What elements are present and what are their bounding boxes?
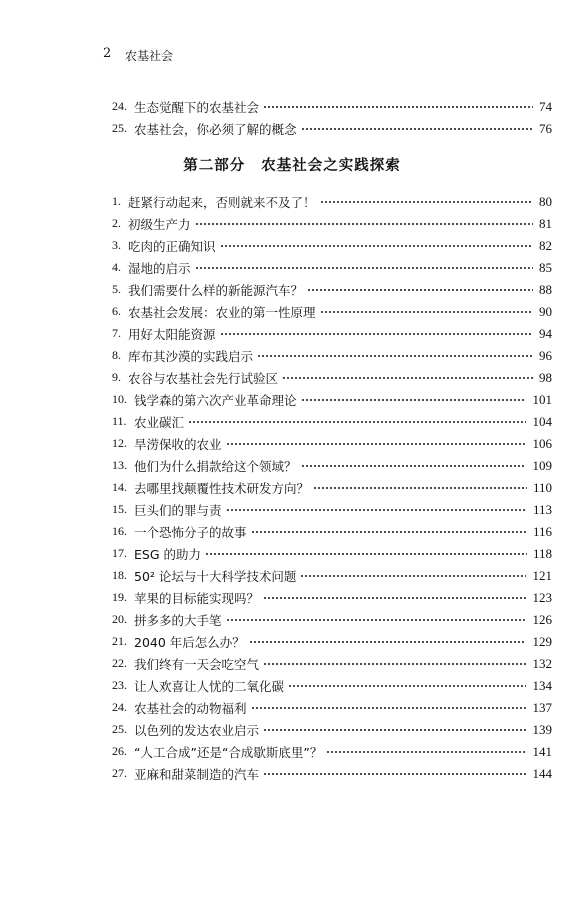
entry-number: 15. <box>112 502 127 516</box>
dot-leader <box>226 509 527 511</box>
entry-page-number: 76 <box>539 121 552 136</box>
entry-number: 22. <box>112 656 127 670</box>
entry-title: 苹果的目标能实现吗？ <box>134 591 260 606</box>
entry-page-number: 121 <box>532 568 552 583</box>
toc-section-part-one-tail <box>112 96 552 140</box>
toc-entry[interactable] <box>112 213 552 235</box>
entry-page-number: 129 <box>532 634 552 649</box>
entry-number: 25. <box>112 722 127 736</box>
toc-entry[interactable] <box>112 697 552 719</box>
part-title: 农基社会之实践探索 <box>261 158 401 174</box>
entry-number: 24. <box>112 99 127 113</box>
part-heading <box>0 154 584 175</box>
toc-entry[interactable] <box>112 455 552 477</box>
dot-leader <box>263 729 526 731</box>
toc-entry[interactable] <box>112 257 552 279</box>
entry-number: 25. <box>112 121 127 135</box>
dot-leader <box>301 399 526 401</box>
dot-leader <box>257 355 533 357</box>
entry-page-number: 123 <box>532 590 552 605</box>
entry-number: 17. <box>112 546 127 560</box>
entry-title: 拼多多的大手笔 <box>134 613 222 628</box>
entry-title: 钱学森的第六次产业革命理论 <box>134 393 297 408</box>
entry-title: 吃肉的正确知识 <box>128 239 216 254</box>
entry-number: 14. <box>112 480 127 494</box>
entry-number: 18. <box>112 568 127 582</box>
entry-title: 让人欢喜让人忧的二氧化碳 <box>134 679 285 694</box>
entry-number: 24. <box>112 700 127 714</box>
entry-page-number: 90 <box>539 304 552 319</box>
dot-leader <box>205 553 527 555</box>
part-label: 第二部分 <box>183 158 246 174</box>
entry-title: 农基社会，你必须了解的概念 <box>134 122 297 137</box>
entry-title: 农谷与农基社会先行试验区 <box>128 371 279 386</box>
entry-title: 农基社会发展：农业的第一性原理 <box>128 305 316 320</box>
toc-entry[interactable] <box>112 741 552 763</box>
entry-page-number: 106 <box>532 436 552 451</box>
entry-page-number: 116 <box>532 524 552 539</box>
toc-entry[interactable] <box>112 433 552 455</box>
entry-page-number: 81 <box>539 216 552 231</box>
entry-number: 11. <box>112 414 127 428</box>
toc-entry[interactable] <box>112 521 552 543</box>
toc-entry[interactable] <box>112 477 552 499</box>
toc-entry[interactable] <box>112 587 552 609</box>
toc-entry[interactable] <box>112 675 552 697</box>
entry-page-number: 137 <box>532 700 552 715</box>
dot-leader <box>263 773 526 775</box>
entry-page-number: 101 <box>532 392 552 407</box>
entry-page-number: 113 <box>532 502 552 517</box>
entry-number: 26. <box>112 744 127 758</box>
entry-number: 7. <box>112 326 121 340</box>
dot-leader <box>226 443 526 445</box>
entry-title: 用好太阳能资源 <box>128 327 216 342</box>
entry-number: 23. <box>112 678 127 692</box>
toc-entry[interactable] <box>112 345 552 367</box>
entry-title: 巨头们的罪与责 <box>134 503 222 518</box>
entry-number: 10. <box>112 392 127 406</box>
entry-page-number: 109 <box>532 458 552 473</box>
toc-entry[interactable] <box>112 323 552 345</box>
entry-page-number: 85 <box>539 260 552 275</box>
toc-entry[interactable] <box>112 763 552 785</box>
entry-number: 8. <box>112 348 121 362</box>
dot-leader <box>320 311 533 313</box>
entry-number: 21. <box>112 634 127 648</box>
entry-page-number: 104 <box>532 414 552 429</box>
dot-leader <box>320 201 533 203</box>
dot-leader <box>288 685 526 687</box>
dot-leader <box>195 267 533 269</box>
entry-title: 一个恐怖分子的故事 <box>134 525 247 540</box>
dot-leader <box>282 377 533 379</box>
dot-leader <box>301 465 526 467</box>
entry-title: ESG 的助力 <box>134 547 201 562</box>
toc-section-part-two <box>112 191 552 785</box>
toc-entry[interactable] <box>112 389 552 411</box>
toc-entry[interactable] <box>112 565 552 587</box>
toc-entry[interactable] <box>112 631 552 653</box>
entry-page-number: 88 <box>539 282 552 297</box>
dot-leader <box>220 245 533 247</box>
toc-entry[interactable] <box>112 96 552 118</box>
entry-title: 我们终有一天会吃空气 <box>134 657 260 672</box>
running-header <box>0 46 584 66</box>
toc-entry[interactable] <box>112 653 552 675</box>
book-title: 农基社会 <box>125 49 174 63</box>
dot-leader <box>188 421 526 423</box>
entry-page-number: 96 <box>539 348 552 363</box>
entry-title: 以色列的发达农业启示 <box>134 723 260 738</box>
entry-title: 农基社会的动物福利 <box>134 701 247 716</box>
entry-number: 6. <box>112 304 121 318</box>
dot-leader <box>195 223 533 225</box>
dot-leader <box>263 597 526 599</box>
entry-page-number: 126 <box>532 612 552 627</box>
dot-leader <box>313 487 527 489</box>
toc-entry[interactable] <box>112 499 552 521</box>
entry-number: 4. <box>112 260 121 274</box>
toc-entry[interactable] <box>112 301 552 323</box>
entry-page-number: 82 <box>539 238 552 253</box>
entry-page-number: 134 <box>532 678 552 693</box>
entry-title: 湿地的启示 <box>128 261 191 276</box>
entry-number: 19. <box>112 590 127 604</box>
entry-number: 1. <box>112 194 121 208</box>
entry-page-number: 144 <box>532 766 552 781</box>
entry-title: 他们为什么捐款给这个领域？ <box>134 459 297 474</box>
dot-leader <box>249 641 526 643</box>
toc-entry[interactable] <box>112 367 552 389</box>
toc-entry[interactable] <box>112 191 552 213</box>
toc-entry[interactable] <box>112 118 552 140</box>
dot-leader <box>251 531 527 533</box>
entry-page-number: 80 <box>539 194 552 209</box>
entry-title: 2040 年后怎么办？ <box>134 635 245 650</box>
dot-leader <box>301 128 533 130</box>
entry-number: 3. <box>112 238 121 252</box>
entry-title: 去哪里找颠覆性技术研发方向？ <box>134 481 310 496</box>
page-number: 2 <box>103 46 112 61</box>
dot-leader <box>263 106 533 108</box>
entry-page-number: 141 <box>532 744 552 759</box>
toc-entry[interactable] <box>112 609 552 631</box>
entry-title: “人工合成”还是“合成歇斯底里”？ <box>134 745 323 760</box>
entry-title: 50² 论坛与十大科学技术问题 <box>134 569 297 584</box>
entry-number: 16. <box>112 524 127 538</box>
entry-page-number: 94 <box>539 326 552 341</box>
toc-entry[interactable] <box>112 719 552 741</box>
entry-number: 9. <box>112 370 121 384</box>
dot-leader <box>251 707 526 709</box>
dot-leader <box>226 619 526 621</box>
entry-page-number: 118 <box>532 546 552 561</box>
entry-title: 农业碳汇 <box>134 415 185 430</box>
dot-leader <box>300 575 526 577</box>
toc-entry[interactable] <box>112 411 552 433</box>
entry-title: 旱涝保收的农业 <box>134 437 222 452</box>
dot-leader <box>263 663 526 665</box>
entry-number: 12. <box>112 436 127 450</box>
entry-number: 2. <box>112 216 121 230</box>
entry-number: 5. <box>112 282 121 296</box>
entry-page-number: 74 <box>539 99 552 114</box>
entry-page-number: 110 <box>532 480 552 495</box>
dot-leader <box>220 333 533 335</box>
toc-entry[interactable] <box>112 235 552 257</box>
entry-page-number: 132 <box>532 656 552 671</box>
entry-page-number: 139 <box>532 722 552 737</box>
entry-title: 生态觉醒下的农基社会 <box>134 100 260 115</box>
dot-leader <box>326 751 526 753</box>
entry-title: 库布其沙漠的实践启示 <box>128 349 254 364</box>
entry-title: 我们需要什么样的新能源汽车？ <box>128 283 304 298</box>
toc-entry[interactable] <box>112 543 552 565</box>
entry-title: 初级生产力 <box>128 217 191 232</box>
entry-number: 27. <box>112 766 127 780</box>
dot-leader <box>307 289 533 291</box>
toc-entry[interactable] <box>112 279 552 301</box>
entry-number: 13. <box>112 458 127 472</box>
entry-page-number: 98 <box>539 370 552 385</box>
entry-number: 20. <box>112 612 127 626</box>
entry-title: 赶紧行动起来，否则就来不及了！ <box>128 195 316 210</box>
entry-title: 亚麻和甜菜制造的汽车 <box>134 767 260 782</box>
